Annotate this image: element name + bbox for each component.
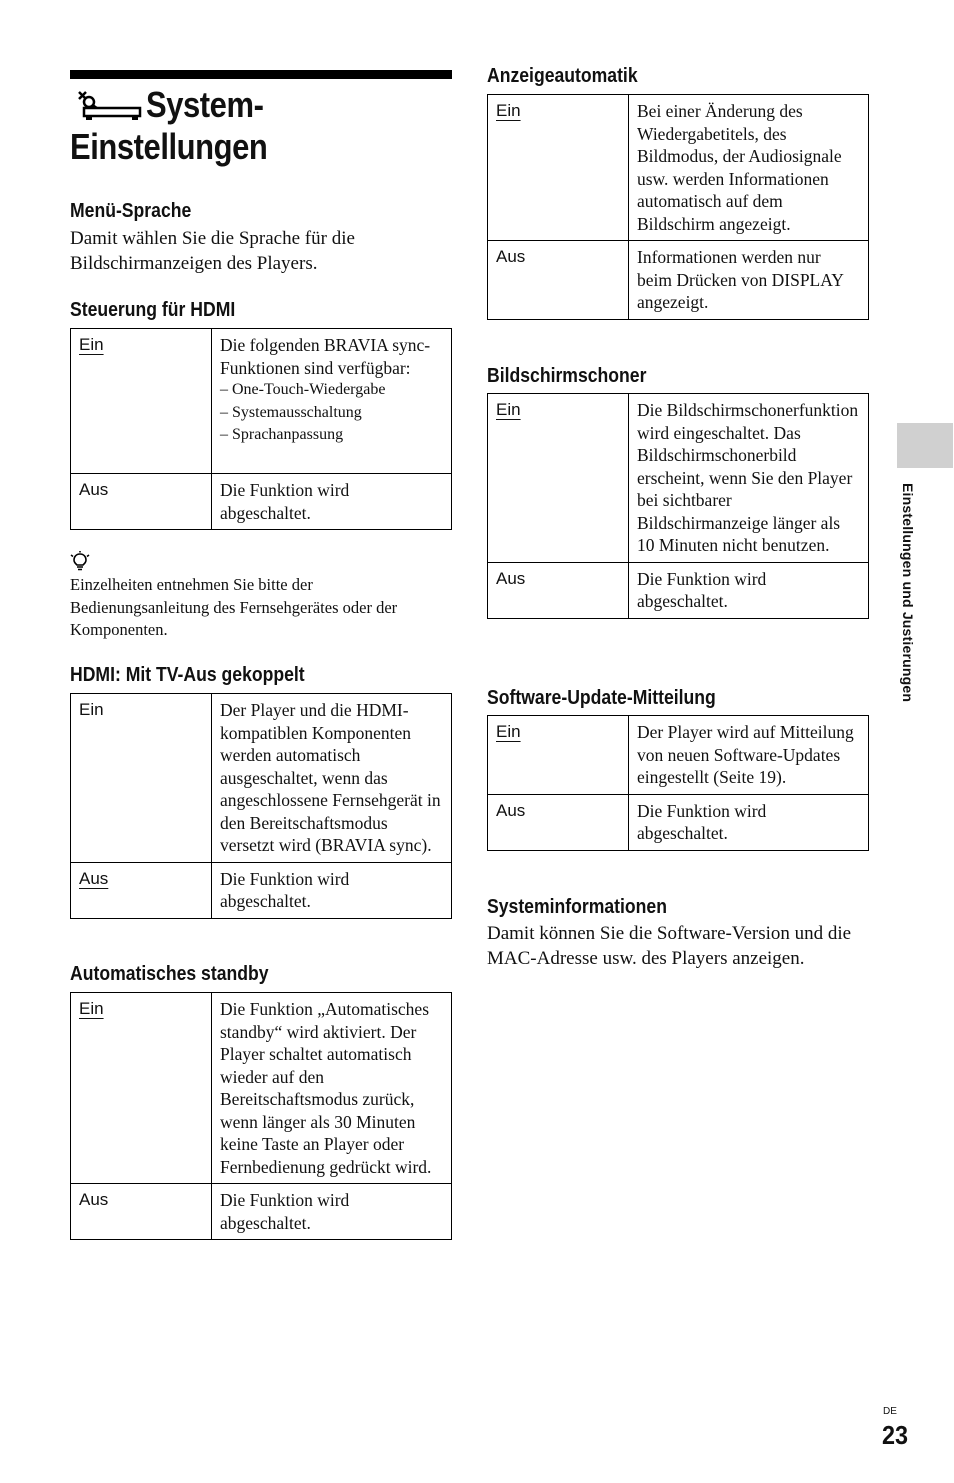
title-line2: Einstellungen bbox=[70, 126, 268, 167]
option-description: Der Player wird auf Mitteilung von neuen Software-Updates eingestellt (Seite 19). bbox=[629, 716, 869, 795]
option-key-ein: Ein bbox=[79, 999, 104, 1018]
auto-standby-heading: Automatisches standby bbox=[70, 963, 269, 985]
option-key-ein: Ein bbox=[496, 400, 521, 419]
list-item: – Sprachanpassung bbox=[220, 426, 344, 443]
hdmi-tv-aus-heading: HDMI: Mit TV-Aus gekoppelt bbox=[70, 664, 305, 686]
option-description: Die Funktion wird abgeschaltet. bbox=[212, 862, 452, 918]
table-row bbox=[488, 562, 869, 618]
option-description: Die Funktion wird abgeschaltet. bbox=[212, 1184, 452, 1240]
systeminformationen-heading: Systeminformationen bbox=[487, 896, 667, 918]
option-description: Die Funktion „Automatisches standby“ wird aktiviert. Der Player schaltet automatisch wieder auf den Bereitschaftsmodus zurück, wenn länger als 30 Minuten keine Taste an Player oder Fernbedienung gedrückt wird. bbox=[212, 993, 452, 1184]
option-key-aus: Aus bbox=[496, 568, 526, 588]
option-description: Die folgenden BRAVIA sync-Funktionen sind verfügbar: bbox=[220, 335, 431, 378]
hdmi-tv-aus-table bbox=[70, 693, 452, 919]
table-row bbox=[488, 794, 869, 850]
auto-standby-table bbox=[70, 992, 452, 1240]
option-description: Die Bildschirmschonerfunktion wird eingeschaltet. Das Bildschirmschonerbild erscheint, wenn Sie den Player bei sichtbarer Bildschirmanzeige länger als 10 Minuten nicht benutzen. bbox=[629, 394, 869, 563]
bildschirmschoner-table bbox=[487, 393, 869, 619]
list-item: – One-Touch-Wiedergabe bbox=[220, 381, 386, 398]
steuerung-hdmi-heading: Steuerung für HDMI bbox=[70, 299, 236, 321]
option-key-ein: Ein bbox=[79, 335, 104, 354]
option-description: Informationen werden nur beim Drücken von DISPLAY angezeigt. bbox=[629, 241, 869, 320]
option-description: Bei einer Änderung des Wiedergabetitels, des Bildmodus, der Audiosignale usw. werden Informationen automatisch auf dem Bildschirm angezeigt. bbox=[629, 95, 869, 241]
table-row bbox=[488, 95, 869, 241]
tip-text: Einzelheiten entnehmen Sie bitte der Bedienungsanleitung des Fernsehgerätes oder der Komponenten. bbox=[70, 575, 398, 639]
option-description: Die Funktion wird abgeschaltet. bbox=[212, 474, 452, 530]
option-key-aus: Aus bbox=[79, 868, 109, 888]
table-row bbox=[71, 329, 452, 474]
page-number: 23 bbox=[882, 1420, 909, 1450]
side-tab-marker bbox=[897, 423, 953, 468]
table-row bbox=[71, 694, 452, 863]
option-key-aus: Aus bbox=[79, 1190, 109, 1209]
table-row bbox=[488, 716, 869, 795]
bildschirmschoner-heading: Bildschirmschoner bbox=[487, 365, 647, 387]
option-key-aus: Aus bbox=[496, 800, 526, 820]
option-description: Der Player und die HDMI-kompatiblen Komponenten werden automatisch ausgeschaltet, wenn das angeschlossene Fernsehgerät in den Bereitschaftsmodus versetzt wird (BRAVIA sync). bbox=[212, 694, 452, 863]
steuerung-hdmi-table bbox=[70, 328, 452, 530]
tip-lightbulb-icon bbox=[70, 551, 90, 571]
option-key-ein: Ein bbox=[496, 101, 521, 120]
software-update-heading: Software-Update-Mitteilung bbox=[487, 687, 716, 709]
software-update-table bbox=[487, 715, 869, 851]
anzeigeautomatik-table bbox=[487, 94, 869, 320]
table-row bbox=[488, 394, 869, 563]
table-row bbox=[71, 1184, 452, 1240]
table-row bbox=[71, 993, 452, 1184]
option-description: Die Funktion wird abgeschaltet. bbox=[629, 794, 869, 850]
page-language: DE bbox=[883, 1406, 897, 1417]
menu-sprache-heading: Menü-Sprache bbox=[70, 200, 192, 222]
menu-sprache-body: Damit wählen Sie die Sprache für die Bildschirmanzeigen des Players. bbox=[70, 228, 355, 274]
wrench-player-icon bbox=[76, 88, 142, 122]
option-key-ein: Ein bbox=[496, 722, 521, 741]
list-item: – Systemausschaltung bbox=[220, 403, 362, 421]
option-key-ein: Ein bbox=[79, 700, 104, 719]
table-row bbox=[488, 241, 869, 320]
option-description: Die Funktion wird abgeschaltet. bbox=[629, 562, 869, 618]
anzeigeautomatik-heading: Anzeigeautomatik bbox=[487, 65, 638, 87]
side-tab-text: Einstellungen und Justierungen bbox=[900, 483, 916, 703]
table-row bbox=[71, 862, 452, 918]
systeminformationen-body: Damit können Sie die Software-Version und die MAC-Adresse usw. des Players anzeigen. bbox=[487, 923, 852, 969]
option-key-aus: Aus bbox=[496, 247, 526, 266]
option-key-aus: Aus bbox=[79, 480, 109, 499]
title-rule bbox=[70, 70, 452, 79]
title-line1: System- bbox=[146, 84, 264, 125]
table-row bbox=[71, 474, 452, 530]
